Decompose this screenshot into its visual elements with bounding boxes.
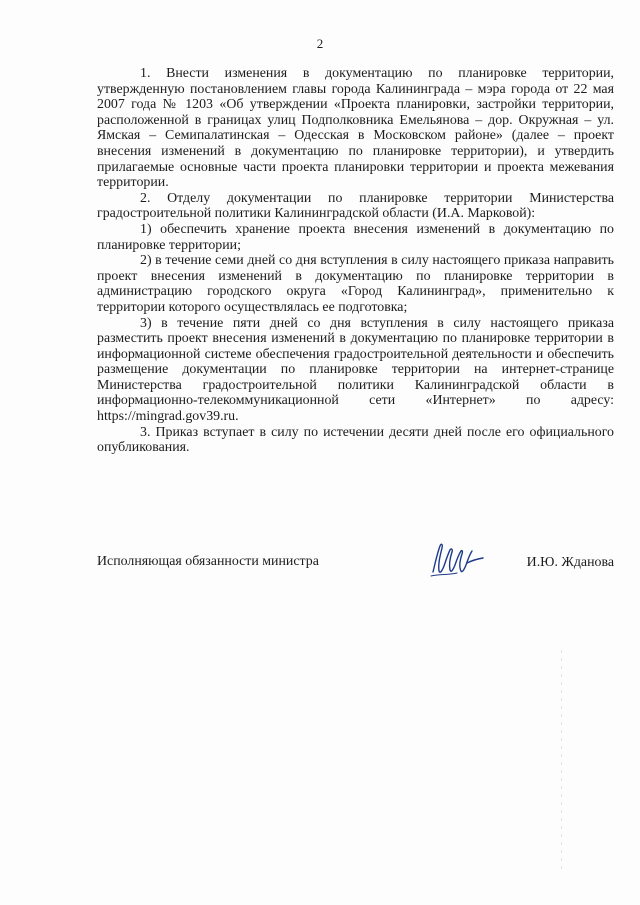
- signatory-name: И.Ю. Жданова: [526, 555, 614, 570]
- document-body: [97, 66, 614, 456]
- scan-edge-mark: [560, 650, 563, 870]
- paragraph-item-2: 2. Отделу документации по планировке территории Министерства градостроительной политики Калининградской области (И.А. Марковой):: [97, 190, 614, 222]
- paragraph-subitem-2: 2) в течение семи дней со дня вступления в силу настоящего приказа направить проект внесения изменений в документацию по планировке территории в администрацию городского округа «Город Калининград», применительно к территории которого осуществлялась ее подготовка;: [97, 253, 614, 315]
- paragraph-subitem-3: 3) в течение пяти дней со дня вступления в силу настоящего приказа разместить проект внесения изменений в документацию по планировке территории в информационной системе обеспечения градостроительной деятельности и обеспечить размещение документации по планировке территории на интернет-странице Министерства градостроительной политики Калининградской области в информационно-телекоммуникационной сети «Интернет» по адресу: https://mingrad.gov39.ru.: [97, 315, 614, 425]
- signature-block: [97, 548, 614, 588]
- signatory-title: Исполняющая обязанности министра: [97, 554, 319, 569]
- page-number: 2: [316, 36, 324, 51]
- handwritten-signature: [427, 538, 487, 582]
- paragraph-item-3: 3. Приказ вступает в силу по истечении десяти дней после его официального опубликования.: [97, 424, 614, 456]
- paragraph-subitem-1: 1) обеспечить хранение проекта внесения изменений в документацию по планировке территории;: [97, 221, 614, 253]
- paragraph-item-1: 1. Внести изменения в документацию по планировке территории, утвержденную постановлением главы города Калининграда – мэра города от 22 мая 2007 года № 1203 «Об утверждении «Проекта планировки, застройки территории, расположенной в границах улиц Подполковника Емельянова – дор. Окружная – ул. Ямская – Семипалатинская – Одесская в Московском районе» (далее – проект внесения изменений в документацию по планировке территории), и утвердить прилагаемые основные части проекта планировки территории и проекта межевания территории.: [97, 66, 614, 191]
